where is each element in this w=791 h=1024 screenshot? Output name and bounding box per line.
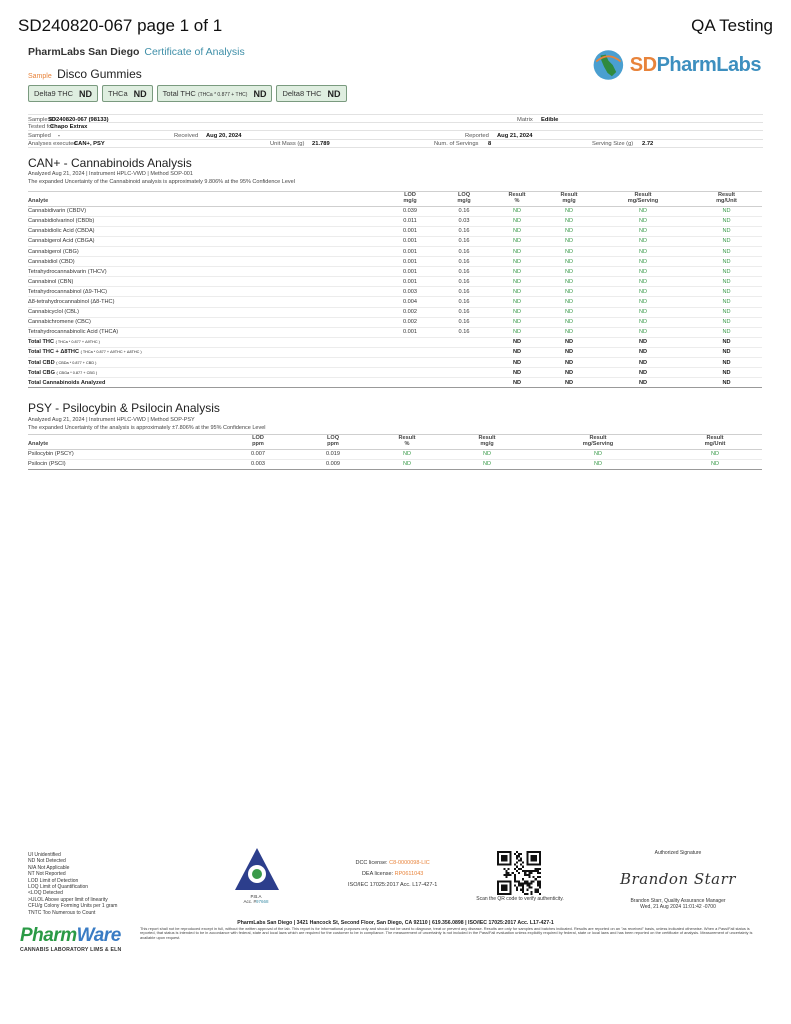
cell-mgg: ND bbox=[543, 327, 595, 337]
cell-lod bbox=[383, 337, 437, 347]
badge-delta9-thc bbox=[28, 85, 98, 102]
sampled-value: - bbox=[58, 132, 60, 139]
cell-mgg: ND bbox=[543, 226, 595, 236]
cell-loq: 0.16 bbox=[437, 277, 491, 287]
legend-item: ND Not Detected bbox=[28, 858, 66, 865]
col-analyte: Analyte bbox=[28, 192, 383, 207]
analyte-name: Total CBD ( CBDa * 0.877 + CBD ) bbox=[28, 358, 383, 368]
lab-name: PharmLabs San Diego bbox=[28, 46, 140, 58]
pharmware-tagline: CANNABIS LABORATORY LIMS & ELN bbox=[20, 947, 122, 953]
badge-label: Delta9 THC bbox=[34, 89, 74, 98]
badge-label: THCa bbox=[108, 89, 128, 98]
analyte-name: Psilocin (PSCI) bbox=[28, 459, 218, 469]
cell-pct: ND bbox=[491, 307, 543, 317]
legend-item: N/A Not Applicable bbox=[28, 864, 70, 871]
badge-label: Total THC bbox=[162, 89, 196, 98]
table-row bbox=[28, 307, 762, 317]
dcc-license: C8-0000098-LIC bbox=[389, 860, 430, 866]
cell-unit: ND bbox=[691, 287, 762, 297]
badge-label: Delta8 THC bbox=[282, 89, 322, 98]
cell-mgg: ND bbox=[543, 206, 595, 216]
received-value: Aug 20, 2024 bbox=[206, 132, 242, 139]
table-row bbox=[28, 287, 762, 297]
cell-lod: 0.001 bbox=[383, 267, 437, 277]
analyte-name: Cannabicyclol (CBL) bbox=[28, 307, 383, 317]
info-row bbox=[28, 140, 763, 149]
license-info bbox=[348, 858, 437, 891]
cell-loq bbox=[437, 358, 491, 368]
cell-pct: ND bbox=[491, 257, 543, 267]
analyte-name: Δ8-tetrahydrocannabinol (Δ8-THC) bbox=[28, 297, 383, 307]
cell-mgg: ND bbox=[543, 378, 595, 388]
col-result-unit: Result mg/Unit bbox=[691, 192, 762, 207]
pba-text bbox=[236, 894, 276, 904]
legend-item: LOD Limit of Detection bbox=[28, 877, 79, 884]
cell-loq: 0.16 bbox=[437, 307, 491, 317]
cell-unit: ND bbox=[691, 327, 762, 337]
cell-unit: ND bbox=[691, 297, 762, 307]
col-loq: LOQ mg/g bbox=[437, 192, 491, 207]
can-uncertainty: The expanded Uncertainty of the Cannabinoid analysis is approximately 9.806% at the 95% Confidence Level bbox=[28, 178, 295, 185]
col-result-mgg: Result mg/g bbox=[446, 435, 528, 450]
serving-size-label: Serving Size (g) bbox=[592, 141, 634, 147]
col-lod: LOD mg/g bbox=[383, 192, 437, 207]
cell-loq: 0.16 bbox=[437, 226, 491, 236]
col-loq: LOQ ppm bbox=[298, 435, 368, 450]
cell-serv: ND bbox=[595, 287, 691, 297]
cell-unit: ND bbox=[691, 337, 762, 347]
analyte-name: Total THC ( THCa * 0.877 + Δ9THC ) bbox=[28, 337, 383, 347]
analyses-value: CAN+, PSY bbox=[74, 141, 105, 147]
dcc-label: DCC license: bbox=[355, 860, 388, 866]
cell-mgg: ND bbox=[543, 358, 595, 368]
table-row bbox=[28, 277, 762, 287]
psy-section-title: PSY - Psilocybin & Psilocin Analysis bbox=[28, 401, 220, 415]
cell-loq: 0.16 bbox=[437, 267, 491, 277]
cell-serv: ND bbox=[528, 459, 668, 469]
sample-id-label: Sample ID bbox=[28, 116, 56, 123]
cell-pct: ND bbox=[491, 347, 543, 357]
cell-lod bbox=[383, 347, 437, 357]
badge-value: ND bbox=[133, 88, 147, 99]
qa-testing-label: QA Testing bbox=[691, 16, 773, 35]
analyses-label: Analyses executed bbox=[28, 141, 77, 147]
coa-title: Certificate of Analysis bbox=[144, 46, 245, 58]
tested-for-label: Tested for bbox=[28, 124, 54, 130]
info-row bbox=[28, 123, 763, 132]
cell-unit: ND bbox=[691, 216, 762, 226]
cell-lod bbox=[383, 358, 437, 368]
cell-mgg: ND bbox=[543, 246, 595, 256]
badge-value: ND bbox=[79, 88, 93, 99]
dea-label: DEA license: bbox=[361, 871, 394, 877]
cell-loq: 0.16 bbox=[437, 287, 491, 297]
table-row bbox=[28, 368, 762, 378]
psy-section-meta bbox=[28, 417, 266, 432]
footer-address: PharmLabs San Diego | 3421 Hancock St, Second Floor, San Diego, CA 92110 | 619.356.0898 | ISO/IEC 17025:2017 Acc. L17-427-1 bbox=[237, 920, 554, 926]
analyte-name: Cannabinol (CBN) bbox=[28, 277, 383, 287]
cell-loq: 0.009 bbox=[298, 459, 368, 469]
cell-serv: ND bbox=[595, 267, 691, 277]
pharmware-text-1: Pharm bbox=[20, 925, 77, 946]
serving-size-value: 2.72 bbox=[642, 141, 654, 147]
cell-serv: ND bbox=[528, 449, 668, 459]
cell-serv: ND bbox=[595, 378, 691, 388]
logo-pharmlabs: PharmLabs bbox=[656, 53, 761, 76]
qr-code-icon[interactable] bbox=[497, 851, 541, 895]
servings-value: 8 bbox=[488, 141, 492, 147]
cell-loq: 0.16 bbox=[437, 327, 491, 337]
table-row bbox=[28, 317, 762, 327]
sample-name: Disco Gummies bbox=[57, 67, 142, 81]
col-lod: LOD ppm bbox=[218, 435, 298, 450]
cell-serv: ND bbox=[595, 347, 691, 357]
badge-value: ND bbox=[327, 88, 341, 99]
legend-item: UI Unidentified bbox=[28, 852, 61, 858]
cell-mgg: ND bbox=[543, 236, 595, 246]
signature-title: Authorized Signature bbox=[654, 850, 702, 856]
info-row bbox=[28, 131, 763, 140]
pharmware-logo bbox=[20, 925, 130, 953]
psy-analyzed: Analyzed Aug 21, 2024 | Instrument HPLC-VWD | Method SOP-PSY bbox=[28, 417, 195, 423]
cell-loq: 0.16 bbox=[437, 297, 491, 307]
table-row bbox=[28, 378, 762, 388]
analyte-name: Cannabidiolvarinol (CBDb) bbox=[28, 216, 383, 226]
cell-serv: ND bbox=[595, 327, 691, 337]
cell-loq: 0.03 bbox=[437, 216, 491, 226]
col-result-serving: Result mg/Serving bbox=[528, 435, 668, 450]
signature-block bbox=[608, 850, 748, 910]
analyte-name: Tetrahydrocannabinol (Δ9-THC) bbox=[28, 287, 383, 297]
analyte-name: Cannabichromene (CBC) bbox=[28, 317, 383, 327]
cell-lod: 0.002 bbox=[383, 307, 437, 317]
cell-pct: ND bbox=[368, 449, 446, 459]
received-label: Received bbox=[174, 132, 199, 139]
cell-loq: 0.16 bbox=[437, 246, 491, 256]
table-row bbox=[28, 459, 762, 469]
signer-role: Brandon Starr, Quality Assurance Manager bbox=[630, 898, 726, 904]
cell-mgg: ND bbox=[543, 257, 595, 267]
col-result-serving: Result mg/Serving bbox=[595, 192, 691, 207]
can-section-meta bbox=[28, 171, 295, 186]
cell-unit: ND bbox=[691, 347, 762, 357]
can-analyzed: Analyzed Aug 21, 2024 | Instrument HPLC-VWD | Method SOP-001 bbox=[28, 171, 193, 177]
table-row bbox=[28, 358, 762, 368]
cell-serv: ND bbox=[595, 216, 691, 226]
cell-unit: ND bbox=[691, 226, 762, 236]
handwritten-signature: Brandon Starr bbox=[620, 870, 736, 888]
cell-serv: ND bbox=[595, 236, 691, 246]
cell-pct: ND bbox=[491, 358, 543, 368]
table-row bbox=[28, 347, 762, 357]
cell-unit: ND bbox=[691, 267, 762, 277]
dea-license: RP0611043 bbox=[394, 871, 424, 877]
legend-item: >ULOL Above upper limit of linearity bbox=[28, 896, 108, 903]
table-row bbox=[28, 216, 762, 226]
badge-formula: (THCa * 0.877 + THC) bbox=[197, 92, 248, 98]
legend-item: TNTC Too Numerous to Count bbox=[28, 909, 96, 916]
cell-mgg: ND bbox=[543, 347, 595, 357]
table-row bbox=[28, 449, 762, 459]
cell-unit: ND bbox=[691, 257, 762, 267]
analyte-name: Tetrahydrocannabinolic Acid (THCA) bbox=[28, 327, 383, 337]
cell-loq bbox=[437, 337, 491, 347]
analyte-name: Psilocybin (PSCY) bbox=[28, 449, 218, 459]
cell-loq: 0.16 bbox=[437, 206, 491, 216]
cell-lod: 0.001 bbox=[383, 277, 437, 287]
cell-lod: 0.004 bbox=[383, 297, 437, 307]
cell-serv: ND bbox=[595, 358, 691, 368]
legend-item: <LOQ Detected bbox=[28, 890, 63, 897]
cell-lod: 0.003 bbox=[218, 459, 298, 469]
analyte-name: Cannabidiolic Acid (CBDA) bbox=[28, 226, 383, 236]
cell-mgg: ND bbox=[543, 287, 595, 297]
cell-mgg: ND bbox=[543, 297, 595, 307]
matrix-label: Matrix bbox=[517, 116, 533, 123]
table-row bbox=[28, 246, 762, 256]
analyte-name: Tetrahydrocannabivarin (THCV) bbox=[28, 267, 383, 277]
cell-lod: 0.001 bbox=[383, 257, 437, 267]
cell-unit: ND bbox=[691, 378, 762, 388]
logo-sd: SD bbox=[629, 53, 657, 76]
cell-unit: ND bbox=[691, 277, 762, 287]
cell-pct: ND bbox=[491, 287, 543, 297]
cell-pct: ND bbox=[368, 459, 446, 469]
cell-serv: ND bbox=[595, 277, 691, 287]
pba-name: P.B.A bbox=[250, 894, 262, 899]
cell-serv: ND bbox=[595, 297, 691, 307]
table-row bbox=[28, 226, 762, 236]
cell-unit: ND bbox=[691, 368, 762, 378]
cell-lod bbox=[383, 378, 437, 388]
iso-accreditation: ISO/IEC 17025:2017 Acc. L17-427-1 bbox=[348, 882, 438, 888]
cell-unit: ND bbox=[691, 307, 762, 317]
cell-pct: ND bbox=[491, 378, 543, 388]
cell-pct: ND bbox=[491, 277, 543, 287]
cell-unit: ND bbox=[691, 206, 762, 216]
col-result-mgg: Result mg/g bbox=[543, 192, 595, 207]
cell-mgg: ND bbox=[543, 368, 595, 378]
summary-badges bbox=[28, 85, 347, 102]
cell-pct: ND bbox=[491, 206, 543, 216]
cell-mgg: ND bbox=[446, 449, 528, 459]
table-row bbox=[28, 236, 762, 246]
cell-loq bbox=[437, 368, 491, 378]
cannabinoids-table bbox=[28, 191, 762, 388]
cell-serv: ND bbox=[595, 368, 691, 378]
can-section-title: CAN+ - Cannabinoids Analysis bbox=[28, 156, 192, 170]
legend-item: NT Not Reported bbox=[28, 871, 66, 878]
table-row bbox=[28, 206, 762, 216]
col-result-pct: Result % bbox=[491, 192, 543, 207]
cell-mgg: ND bbox=[543, 216, 595, 226]
table-row bbox=[28, 327, 762, 337]
document-id: SD240820-067 page 1 of 1 bbox=[18, 16, 223, 35]
cell-serv: ND bbox=[595, 206, 691, 216]
cell-loq: 0.019 bbox=[298, 449, 368, 459]
cell-lod: 0.001 bbox=[383, 246, 437, 256]
reported-value: Aug 21, 2024 bbox=[497, 132, 533, 139]
cell-pct: ND bbox=[491, 226, 543, 236]
cell-unit: ND bbox=[691, 358, 762, 368]
reported-label: Reported bbox=[465, 132, 489, 139]
sdpharmlabs-logo bbox=[591, 44, 761, 86]
cell-unit: ND bbox=[691, 246, 762, 256]
cell-lod: 0.007 bbox=[218, 449, 298, 459]
tested-for-value: Chapo Extrax bbox=[50, 124, 88, 130]
unit-mass-label: Unit Mass (g) bbox=[270, 141, 305, 147]
cell-unit: ND bbox=[691, 317, 762, 327]
cell-lod: 0.011 bbox=[383, 216, 437, 226]
cell-serv: ND bbox=[595, 317, 691, 327]
cell-mgg: ND bbox=[543, 307, 595, 317]
table-row bbox=[28, 337, 762, 347]
cell-mgg: ND bbox=[543, 277, 595, 287]
pba-accreditation-icon bbox=[232, 846, 282, 894]
cell-pct: ND bbox=[491, 297, 543, 307]
legend-item: CFU/g Colony Forming Units per 1 gram bbox=[28, 903, 118, 910]
pharmware-text-2: Ware bbox=[76, 925, 121, 946]
cell-mgg: ND bbox=[543, 337, 595, 347]
cell-mgg: ND bbox=[446, 459, 528, 469]
cell-mgg: ND bbox=[543, 317, 595, 327]
cell-pct: ND bbox=[491, 246, 543, 256]
cell-pct: ND bbox=[491, 317, 543, 327]
legend-item: LOQ Limit of Quantification bbox=[28, 884, 89, 891]
lab-header bbox=[28, 46, 528, 81]
cell-pct: ND bbox=[491, 267, 543, 277]
qr-caption: Scan the QR code to verify authenticity. bbox=[476, 896, 564, 902]
cell-loq bbox=[437, 347, 491, 357]
sample-id-value: SD240820-067 (98133) bbox=[48, 116, 109, 123]
cell-unit: ND bbox=[668, 459, 762, 469]
badge-thca bbox=[102, 85, 153, 102]
cell-pct: ND bbox=[491, 337, 543, 347]
top-bar bbox=[18, 16, 773, 38]
table-header-row bbox=[28, 435, 762, 450]
california-globe-icon bbox=[591, 45, 626, 85]
analyte-name: Cannabidiol (CBD) bbox=[28, 257, 383, 267]
servings-label: Num. of Servings bbox=[434, 141, 479, 147]
col-result-unit: Result mg/Unit bbox=[668, 435, 762, 450]
analyte-name: Total Cannabinoids Analyzed bbox=[28, 378, 383, 388]
cell-lod bbox=[383, 368, 437, 378]
cell-serv: ND bbox=[595, 246, 691, 256]
badge-delta8-thc bbox=[276, 85, 346, 102]
pba-acc-number: 97668 bbox=[256, 899, 269, 904]
table-row bbox=[28, 257, 762, 267]
col-analyte: Analyte bbox=[28, 435, 218, 450]
cell-serv: ND bbox=[595, 307, 691, 317]
cell-unit: ND bbox=[691, 236, 762, 246]
abbreviation-legend bbox=[28, 852, 117, 916]
cell-loq: 0.16 bbox=[437, 236, 491, 246]
cell-serv: ND bbox=[595, 226, 691, 236]
cell-unit: ND bbox=[668, 449, 762, 459]
cell-serv: ND bbox=[595, 257, 691, 267]
cell-lod: 0.003 bbox=[383, 287, 437, 297]
cell-pct: ND bbox=[491, 216, 543, 226]
cell-lod: 0.001 bbox=[383, 236, 437, 246]
table-row bbox=[28, 267, 762, 277]
psilocybin-table bbox=[28, 434, 762, 470]
sampled-label: Sampled bbox=[28, 132, 51, 139]
col-result-pct: Result % bbox=[368, 435, 446, 450]
matrix-value: Edible bbox=[541, 116, 559, 123]
badge-total-thc bbox=[157, 85, 273, 102]
cell-pct: ND bbox=[491, 236, 543, 246]
cell-mgg: ND bbox=[543, 267, 595, 277]
cell-loq bbox=[437, 378, 491, 388]
cell-pct: ND bbox=[491, 327, 543, 337]
unit-mass-value: 21.789 bbox=[312, 141, 330, 147]
analyte-name: Total THC + Δ8THC ( THCa * 0.877 + Δ9THC + Δ8THC ) bbox=[28, 347, 383, 357]
cell-serv: ND bbox=[595, 337, 691, 347]
cell-loq: 0.16 bbox=[437, 257, 491, 267]
analyte-name: Cannabigerol Acid (CBGA) bbox=[28, 236, 383, 246]
cell-lod: 0.039 bbox=[383, 206, 437, 216]
badge-value: ND bbox=[253, 88, 267, 99]
cell-lod: 0.001 bbox=[383, 327, 437, 337]
cell-loq: 0.16 bbox=[437, 317, 491, 327]
psy-uncertainty: The expanded Uncertainty of the analysis is approximately ±7.806% at the 95% Confidence Level bbox=[28, 424, 266, 431]
analyte-name: Cannabidivarin (CBDV) bbox=[28, 206, 383, 216]
cell-lod: 0.001 bbox=[383, 226, 437, 236]
pba-acc-label: Acc. # bbox=[243, 899, 256, 904]
info-row bbox=[28, 114, 763, 123]
cell-pct: ND bbox=[491, 368, 543, 378]
sample-tag: Sample bbox=[28, 73, 52, 80]
footer-disclaimer: This report shall not be reproduced except in full, without the written approval of the lab. This report is for informational purposes only and should not be used to diagnose, treat or prevent any disease. Results are only for samples and batches indicated. Results are reported on an "as received" basis, unless indicated otherwise. When a Pass/Fail status is reported, that status is intended to be in accordance with federal, state and local laws which are required for the customer to be in compliance. The measurement of uncertainty is not included in the Pass/Fail evaluation unless explicitly required by federal, state or local laws and has been reported on the certificate of analysis. Measurement of uncertainty is available upon request. bbox=[140, 926, 753, 940]
sample-info bbox=[28, 114, 763, 148]
signature-date: Wed, 21 Aug 2024 11:01:42 -0700 bbox=[640, 904, 716, 910]
cell-lod: 0.002 bbox=[383, 317, 437, 327]
analyte-name: Cannabigerol (CBG) bbox=[28, 246, 383, 256]
table-row bbox=[28, 297, 762, 307]
analyte-name: Total CBG ( CBGa * 0.877 + CBG ) bbox=[28, 368, 383, 378]
table-header-row bbox=[28, 192, 762, 207]
